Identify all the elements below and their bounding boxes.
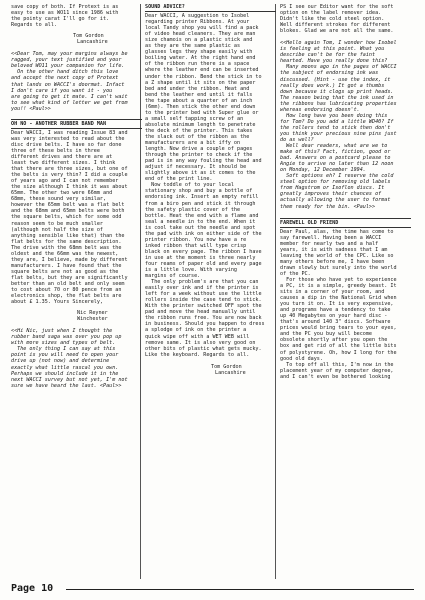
editor-reply: <<Dear Tom, may your margins always be ragged, your text justified and your beloved WO11 your companion for life. On the other hand ditch this love and accept the next copy of Protext that lands on WACCI's doormat. Infact I don't care if you want it - you are going to get it mate. I can't wait to see what kind of letter we get from you!! <Paul>>	[11, 51, 128, 112]
column-left	[11, 4, 142, 389]
article-heading: FAREWELL OLD FRIEND	[280, 219, 339, 226]
signature-name: Tom Gordon	[73, 33, 104, 40]
signature-place: Winchester	[77, 316, 108, 323]
letter-text: PS I see our Editor want for the soft option on the label remover idea. Didn't like the cold steel option. Well different strokes for different blokes. Glad we are not all the same.	[280, 4, 394, 35]
signature-place: Lancashire	[77, 39, 108, 46]
letter-text: Dear WACCI, I was reading Issue 83 and was very interested to read about the disc drive belts. I have so far done three of these belts in three different drives and there are at least two different sizes. I think that there are three sizes, but one of the belts is very thin? I did a couple of years ago and I can not remember the size although I think it was about 65mm. The other two were 66mm and 68mm, these sound very similar, however the 65mm belt was a flat belt and the 68mm and 65mm belts were both the square belts, which for some odd reason seem to be much smaller (although not half the size of anything sensible like that) than the flat belts for the same description. The drive with the 68mm belt was the oldest and the 66mm was the newest, they are, I believe, made by different manufacturers. I have found that the square belts are not as good as the flat belts, but they are significantly better than an old belt and only seem to cost about 70 or 80 pence from an electronics shop, the flat belts are about £ 1.35. Yours Sincerely,	[11, 129, 128, 306]
article-heading: OH NO - ANOTHER RUBBER BAND MAN	[11, 120, 107, 127]
letter-text: save copy of both. If Protext is as easy to use as WO11 since 1986 with the pointy carat I'll go for it. Regards to all.	[11, 4, 119, 29]
column-middle	[145, 4, 276, 376]
page-number: Page 10	[11, 583, 54, 594]
column-right	[280, 4, 411, 380]
editor-reply: <<Hello again Tom, I wonder how Isobel is feeling at this point. What you describe can't be for the faint hearted. Have you really done this? Many moons ago in the pages of WACCI the subject of endorsing ink was discussed. (Hint - use the index, it really does work.) It got a thumbs down because it clogs up print heads. The reason being that the ink used in the ribbons has lubricating properties whereas endorsing doesn't. How long have you been doing this for Tom? Do you add a little WD40? If the rollers tend to stick then don't you think your precious nine pins just do as well? Well dear readers, what are we to make of this? Fact, fiction, good or bad. Answers on a postcard please to Angie to arrive no later than 12 noon on Monday, 12 December 1994. Soft options eh? I reserve the cold steel option for removing old labels from Hagstrom or Isoflon discs. It greatly improves their chances of actually allowing the user to format them ready for the bin. <Paul>>	[280, 40, 397, 210]
article-heading: SOUND ADVICE?	[145, 4, 185, 10]
letter-text: Dear WACCI, A suggestion to Isobel regarding printer Ribbons. At your local Tandy shop you will find a pack of video head cleaners. They are man size chamois on a plastic stick and as they are the same plastic as glasses legs they shape easily with boiling water. At the right hand end of the ribbon run there is a space where the leather end can be inserted under the ribbon. Bend the stick in to a Z shape until it sits on the paper bed and under the ribbon. Heat and bend the leather end until it falls the tape about a quarter of an inch (6mm). Then stick the other end down to the printer bed with Super glue or a small self tapping screw of an absolute minimum length to penetrate the deck of the printer. This takes the slack out of the ribbon as the manufacturers are a bit iffy on length. Now drive a couple of pages through the printer to check if the pad is in any way fouling the head and adjust if necessary. It should be slightly above it as it comes to the end of the print line. Now toddle of to your local stationary shop and buy a bottle of endorsing ink. Insert an empty refill from a biro pen and stick it through the safety plastic cover of the bottle. Heat the end with a flame and seal a needle in to the end. When it is cool take out the needle and spot the pad with ink on either side of the printer ribbon. You now have a re inked ribbon that will type crisp black on every page. The ribbon I have in use at the moment is three nearly four reams of paper old and every page is a little love. With varying margins of course. The only problem's are that you can easily over ink and if the printer is left for a week without use the little rollers inside the case tend to stick. With the printer switched OFF spot the pad and move the head manually until the ribbon runs free. You are now back in business. Should you happen to dress a splodge of ink on the printer a quick wipe off with a WET WEB will remove same. It is also very good on other bits of plastic what gets mucky. Like the keyboard. Regards to all.	[145, 13, 265, 358]
letter-text: Dear Paul, alas, the time has come to say farewell. Having been a WACCI member for nearly two and a half years, it is with sadness that I am leaving the world of the CPC. Like so many others before me, I have been drawn slowly but surely into the world of the PC. For those who have yet to experience a PC, it is a simple, greedy beast. It sits in a corner of your room, and causes a dip in the National Grid when you turn it on. It is very expensive, and programs have a tendency to take up 40 Megabytes on your hard disc - that's around 140 3" discs. Software prices would bring tears to your eyes, and the PC you buy will become obsolete shortly after you open the box and get rid of all the little bits of polystyrene. Oh, how I long for the good old days. To top off all this, I'm now in the placement year of my computer degree, and I can't even be bothered looking	[280, 228, 397, 380]
editor-reply: <<Hi Nic, just when I thought the rubber band saga was over you pop up with more sizes and types of belt. The only thing I can say at this point is you will need to open your drive up (not now) and determine exactly what little rascal you own. Perhaps we should include it in the next WACCI survey but not yet, I'm not sure we have heard the last. <Paul>>	[11, 328, 128, 389]
footer-rule	[66, 589, 414, 590]
signature-place: Lancashire	[215, 369, 246, 376]
signature-name: Tom Gordon	[211, 363, 242, 370]
signature-name: Nic Reyner	[77, 310, 108, 317]
